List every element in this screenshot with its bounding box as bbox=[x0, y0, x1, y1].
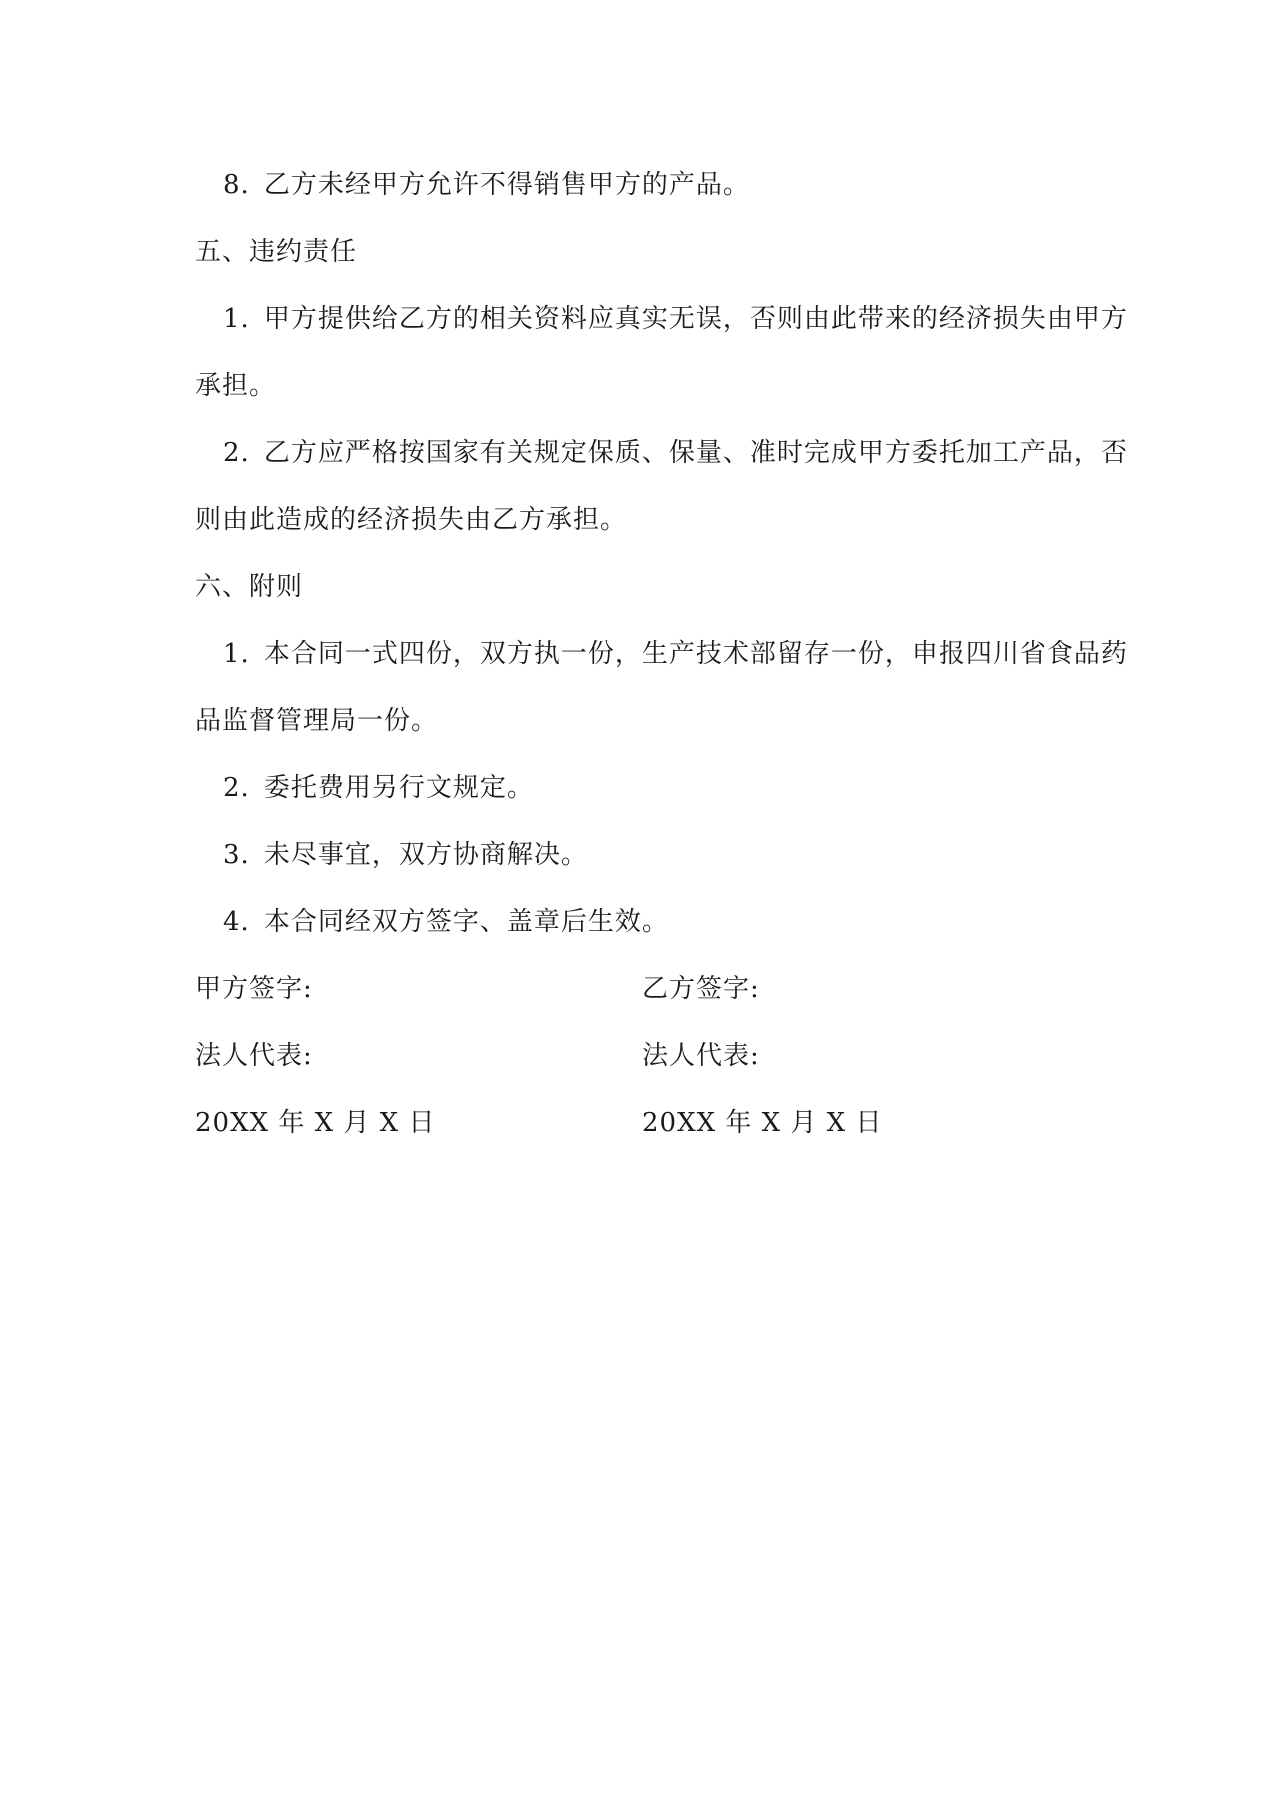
section-heading-breach: 五、违约责任 bbox=[195, 237, 358, 267]
clause-6-2 bbox=[195, 768, 1095, 835]
clause-number: 4. bbox=[223, 907, 250, 937]
clause-number: 2. bbox=[223, 773, 250, 803]
party-b-representative-label: 法人代表: bbox=[642, 1041, 760, 1071]
clause-text: 委托费用另行文规定。 bbox=[263, 773, 534, 803]
clause-text: 乙方应严格按国家有关规定保质、保量、准时完成甲方委托加工产品，否 bbox=[263, 438, 1128, 468]
clause-5-2-continuation: 则由此造成的经济损失由乙方承担。 bbox=[195, 505, 628, 535]
section-heading-supplementary: 六、附则 bbox=[195, 572, 304, 602]
date-row bbox=[195, 1103, 1095, 1170]
party-b-signature-label: 乙方签字: bbox=[642, 974, 760, 1004]
clause-text: 本合同一式四份，双方执一份，生产技术部留存一份，申报四川省食品药 bbox=[263, 639, 1128, 669]
clause-number: 2. bbox=[223, 438, 250, 468]
clause-5-1-continuation: 承担。 bbox=[195, 371, 277, 401]
document-body bbox=[195, 165, 1128, 1170]
party-a-date: 20XX 年 X 月 X 日 bbox=[195, 1108, 436, 1138]
clause-4-8 bbox=[195, 165, 1095, 232]
clause-6-1-continuation: 品监督管理局一份。 bbox=[195, 706, 439, 736]
clause-text: 未尽事宜，双方协商解决。 bbox=[263, 840, 588, 870]
clause-number: 1. bbox=[223, 304, 250, 334]
clause-text: 甲方提供给乙方的相关资料应真实无误，否则由此带来的经济损失由甲方 bbox=[263, 304, 1128, 334]
party-a-representative-label: 法人代表: bbox=[195, 1041, 313, 1071]
signature-row bbox=[195, 969, 1095, 1036]
clause-text: 乙方未经甲方允许不得销售甲方的产品。 bbox=[263, 170, 750, 200]
clause-5-2 bbox=[195, 433, 1128, 500]
clause-text: 本合同经双方签字、盖章后生效。 bbox=[263, 907, 669, 937]
party-b-date: 20XX 年 X 月 X 日 bbox=[642, 1108, 883, 1138]
representative-row bbox=[195, 1036, 1095, 1103]
clause-number: 3. bbox=[223, 840, 250, 870]
clause-6-1 bbox=[195, 634, 1128, 701]
clause-6-3 bbox=[195, 835, 1095, 902]
clause-6-4 bbox=[195, 902, 1095, 969]
clause-5-1 bbox=[195, 299, 1128, 366]
clause-number: 1. bbox=[223, 639, 250, 669]
party-a-signature-label: 甲方签字: bbox=[195, 974, 313, 1004]
clause-number: 8. bbox=[223, 170, 250, 200]
